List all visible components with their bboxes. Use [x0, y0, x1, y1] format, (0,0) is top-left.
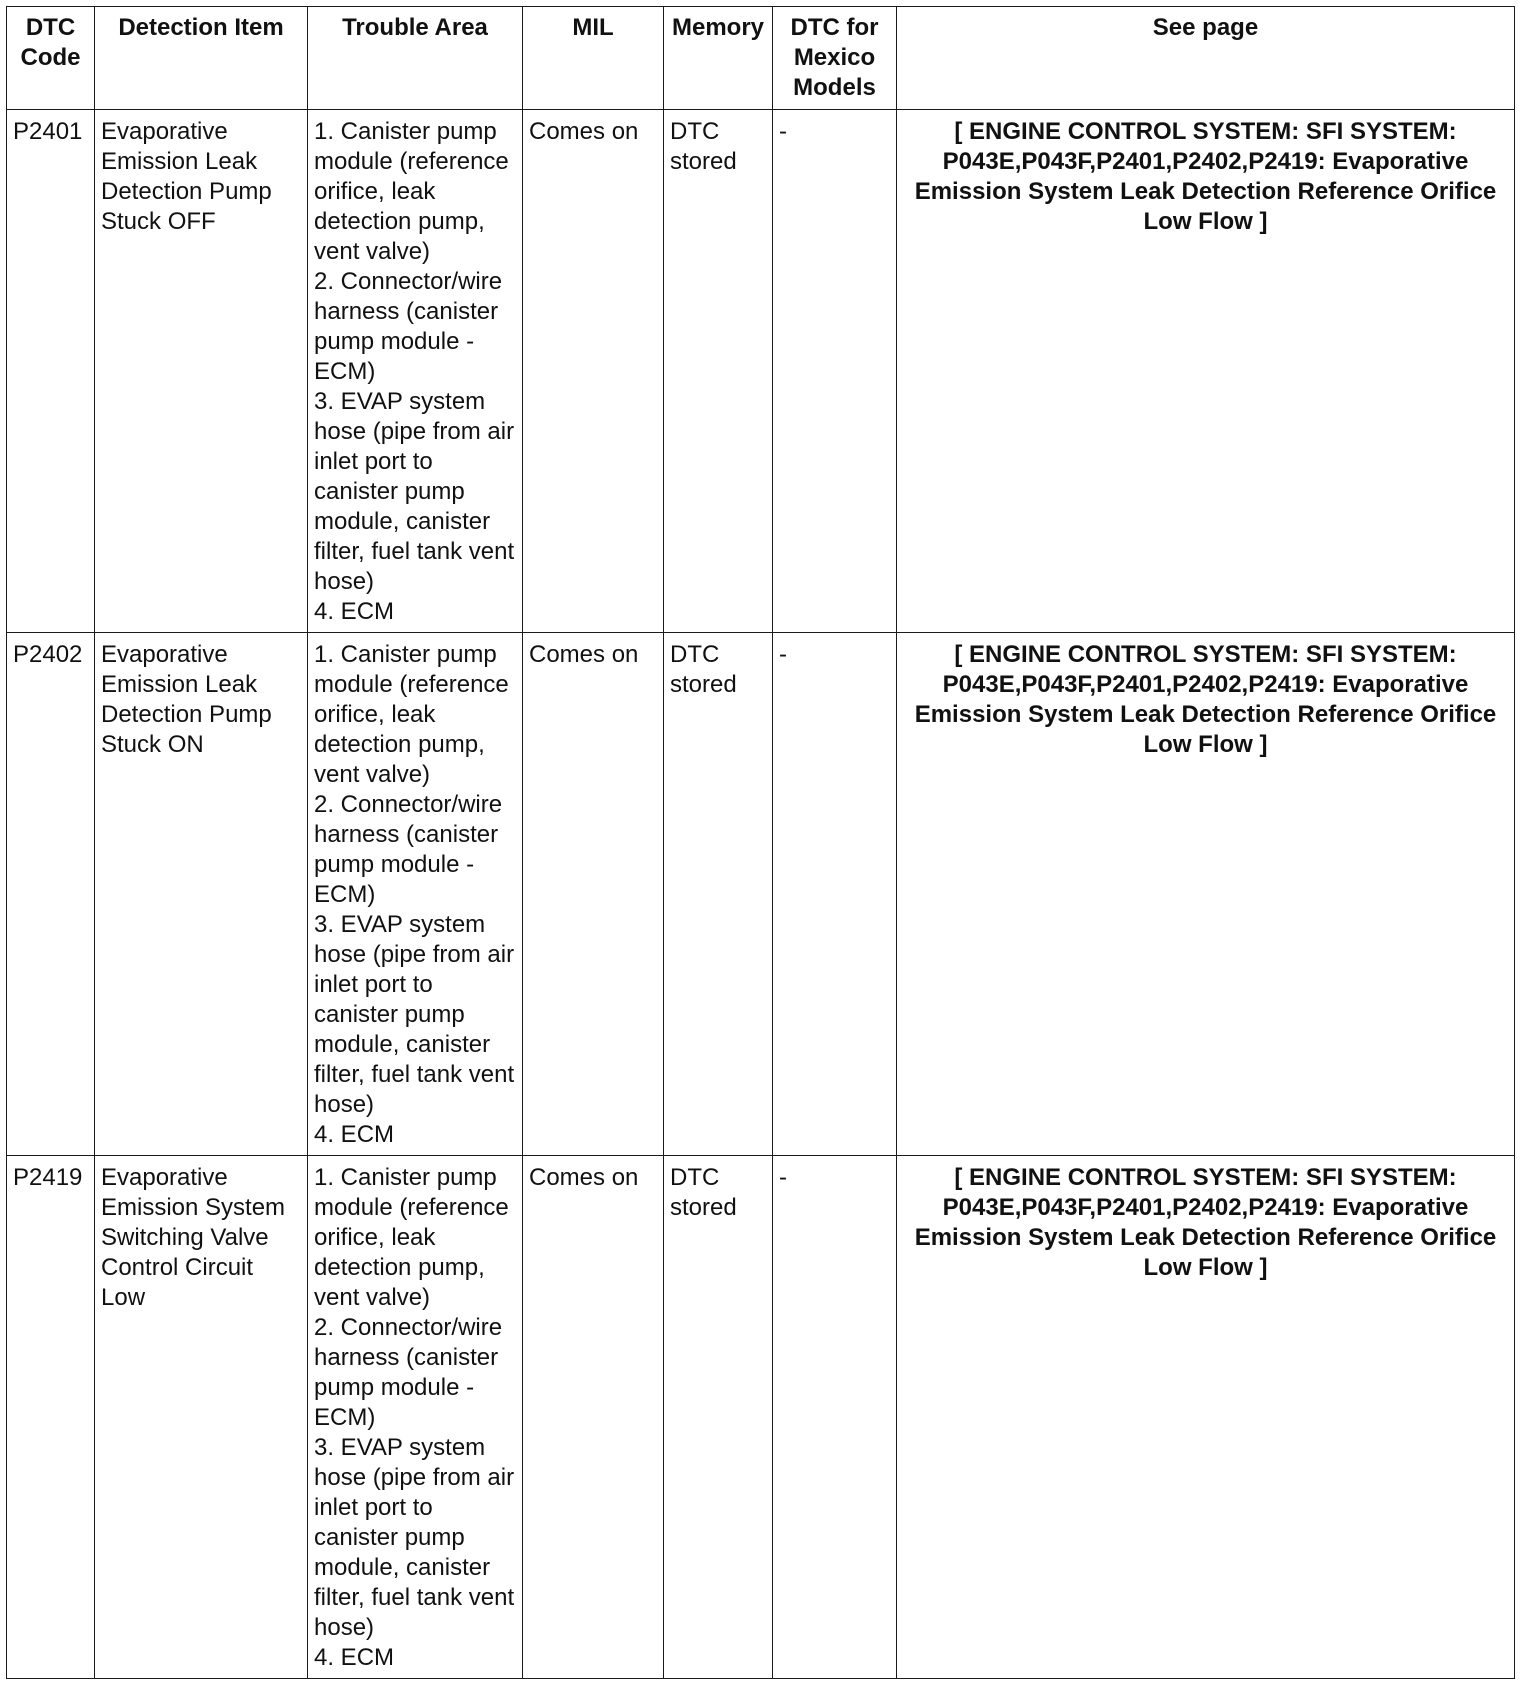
dtc-code-cell: P2402 [7, 633, 95, 1156]
dtc-mexico-cell: - [773, 633, 897, 1156]
see-page-link[interactable]: [ ENGINE CONTROL SYSTEM: SFI SYSTEM: P043E,P043F,P2401,P2402,P2419: Evaporative Emission System Leak Detection Reference Orifice Low Flow ] [914, 118, 1497, 235]
dtc-mexico-cell: - [773, 110, 897, 633]
trouble-area-cell [308, 633, 523, 1156]
see-page-link[interactable]: [ ENGINE CONTROL SYSTEM: SFI SYSTEM: P043E,P043F,P2401,P2402,P2419: Evaporative Emission System Leak Detection Reference Orifice Low Flow ] [914, 641, 1497, 758]
trouble-area-line: 3. EVAP system hose (pipe from air inlet port to canister pump module, canister filter, fuel tank vent hose) [314, 911, 515, 1118]
trouble-area-line: 2. Connector/wire harness (canister pump module - ECM) [314, 791, 503, 908]
memory-cell: DTC stored [664, 110, 773, 633]
trouble-area-line: 2. Connector/wire harness (canister pump module - ECM) [314, 268, 503, 385]
mil-cell: Comes on [523, 110, 664, 633]
trouble-area-line: 2. Connector/wire harness (canister pump module - ECM) [314, 1314, 503, 1431]
trouble-area-line: 1. Canister pump module (reference orifice, leak detection pump, vent valve) [314, 1164, 509, 1311]
see-page-cell [897, 633, 1515, 1156]
header-trouble-area: Trouble Area [308, 7, 523, 110]
see-page-cell [897, 110, 1515, 633]
table-row [7, 1156, 1515, 1679]
header-memory: Memory [664, 7, 773, 110]
dtc-code-cell: P2419 [7, 1156, 95, 1679]
trouble-area-line: 3. EVAP system hose (pipe from air inlet port to canister pump module, canister filter, fuel tank vent hose) [314, 1434, 515, 1641]
header-dtc-mexico: DTC for Mexico Models [773, 7, 897, 110]
mil-cell: Comes on [523, 633, 664, 1156]
trouble-area-line: 1. Canister pump module (reference orifice, leak detection pump, vent valve) [314, 118, 509, 265]
header-see-page: See page [897, 7, 1515, 110]
see-page-link[interactable]: [ ENGINE CONTROL SYSTEM: SFI SYSTEM: P043E,P043F,P2401,P2402,P2419: Evaporative Emission System Leak Detection Reference Orifice Low Flow ] [914, 1164, 1497, 1281]
memory-cell: DTC stored [664, 633, 773, 1156]
trouble-area-line: 4. ECM [314, 1121, 395, 1148]
see-page-cell [897, 1156, 1515, 1679]
table-row [7, 633, 1515, 1156]
trouble-area-line: 1. Canister pump module (reference orifice, leak detection pump, vent valve) [314, 641, 509, 788]
trouble-area-line: 4. ECM [314, 598, 395, 625]
detection-item-cell: Evaporative Emission System Switching Valve Control Circuit Low [95, 1156, 308, 1679]
header-mil: MIL [523, 7, 664, 110]
detection-item-cell: Evaporative Emission Leak Detection Pump Stuck ON [95, 633, 308, 1156]
dtc-table [6, 6, 1515, 1679]
trouble-area-cell [308, 110, 523, 633]
dtc-code-cell: P2401 [7, 110, 95, 633]
mil-cell: Comes on [523, 1156, 664, 1679]
memory-cell: DTC stored [664, 1156, 773, 1679]
dtc-mexico-cell: - [773, 1156, 897, 1679]
detection-item-cell: Evaporative Emission Leak Detection Pump Stuck OFF [95, 110, 308, 633]
table-row [7, 110, 1515, 633]
trouble-area-line: 3. EVAP system hose (pipe from air inlet port to canister pump module, canister filter, fuel tank vent hose) [314, 388, 515, 595]
header-dtc-code: DTC Code [7, 7, 95, 110]
header-row [7, 7, 1515, 110]
trouble-area-line: 4. ECM [314, 1644, 395, 1671]
trouble-area-cell [308, 1156, 523, 1679]
header-detection-item: Detection Item [95, 7, 308, 110]
